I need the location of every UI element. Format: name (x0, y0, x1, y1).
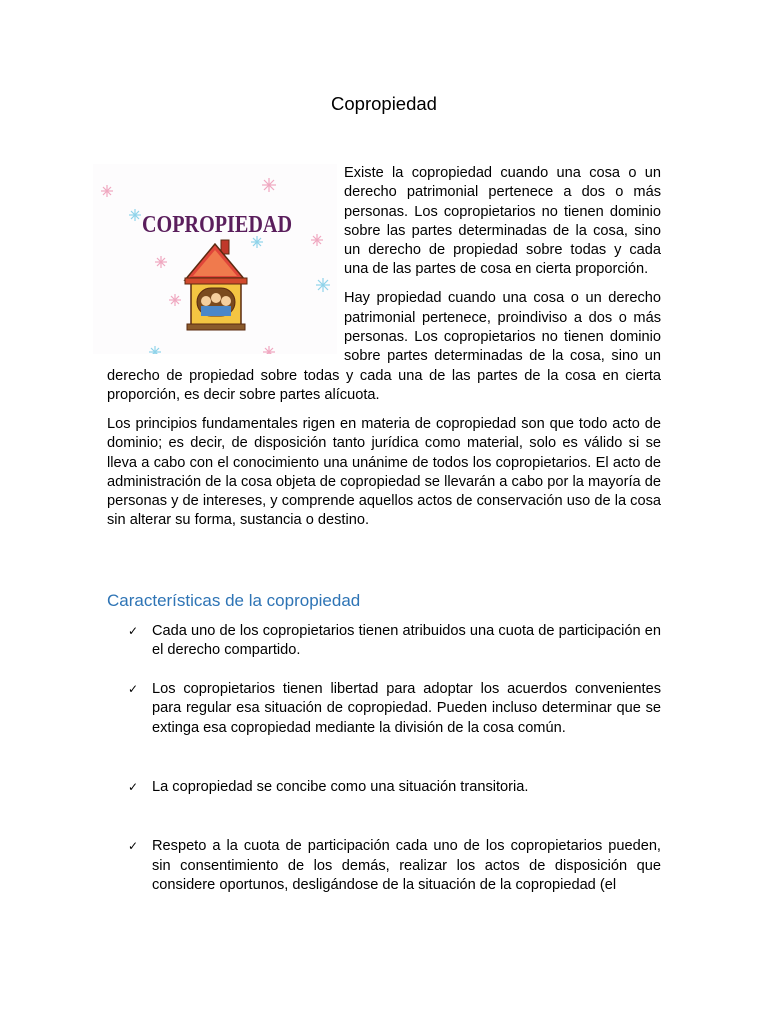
snowflake-icon (155, 256, 167, 268)
list-item-text: Los copropietarios tienen libertad para adoptar los acuerdos convenientes para regular esa situación de copropiedad. Pueden incluso determinar que se extinga esa copropiedad mediante la división de la cosa común. (152, 681, 661, 736)
checkmark-icon: ✓ (128, 779, 139, 794)
characteristics-list (107, 622, 661, 895)
paragraph: Existe la copropiedad cuando una cosa o un derecho patrimonial pertenece a dos o más personas. Los copropietarios no tienen dominio sobre las partes determinadas de la cosa, sino un derecho de propiedad sobre todas y cada una de las partes de cosa en cierta proporción. (344, 165, 661, 278)
paragraph: Los principios fundamentales rigen en materia de copropiedad son que todo acto de dominio; es decir, de disposición tanto jurídica como material, solo es válido si se lleva a cabo con el conocimiento una unánime de todos los copropietarios. El acto de administración de la cosa objeta de copropiedad se llevarán a cabo por la mayoría de personas y de intereses, y comprende aquellos actos de conservación uso de la cosa sin alterar su forma, sustancia o destino. (107, 415, 661, 529)
paragraph: Hay propiedad cuando una cosa o un derecho patrimonial pertenece, proindiviso a dos o más personas. Los copropietarios no tienen dominio sobre partes determinadas de la cosa, sino un derecho de propiedad sobre todas y cada una de las partes de la cosa en cierta proporción, es decir sobre partes alícuota. (107, 290, 661, 403)
checkmark-icon: ✓ (128, 682, 139, 697)
list-item (107, 837, 661, 895)
copropiedad-illustration-graphic (93, 164, 337, 354)
copropiedad-illustration (93, 164, 337, 354)
snowflake-icon (311, 234, 323, 246)
checkmark-icon: ✓ (128, 839, 139, 854)
house-with-family-icon (185, 240, 247, 330)
section-heading: Características de la copropiedad (107, 591, 361, 610)
list-item-text: La copropiedad se concibe como una situación transitoria. (152, 778, 529, 795)
figure-banner-text: COPROPIEDAD (142, 212, 292, 238)
snowflake-icon (169, 294, 181, 306)
snowflake-icon (129, 209, 141, 221)
list-item (107, 680, 661, 738)
list-item-text: Cada uno de los copropietarios tienen atribuidos una cuota de participación en el derecho compartido. (152, 623, 661, 659)
snowflake-icon (149, 346, 161, 354)
list-item (107, 622, 661, 661)
snowflake-icon (101, 185, 113, 197)
snowflake-icon (262, 178, 276, 192)
list-item-text: Respeto a la cuota de participación cada uno de los copropietarios pueden, sin consentimiento de los demás, realizar los actos de disposición que considere oportunos, desligándose de la situación de la copropiedad (el (152, 838, 661, 893)
snowflake-icon (316, 278, 330, 292)
snowflake-icon (263, 346, 275, 354)
document-body (107, 164, 661, 540)
page-title: Copropiedad (331, 93, 437, 114)
checkmark-icon: ✓ (128, 624, 139, 638)
list-item (107, 778, 661, 797)
